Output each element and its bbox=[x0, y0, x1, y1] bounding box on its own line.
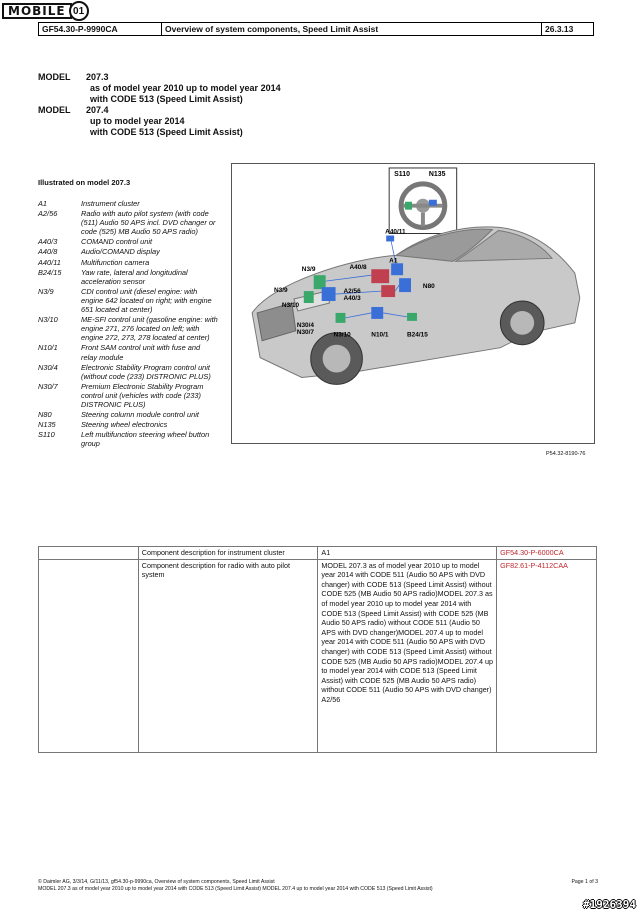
model-line: with CODE 513 (Speed Limit Assist) bbox=[90, 127, 243, 137]
callout: B24/15 bbox=[407, 331, 428, 339]
document-header bbox=[38, 22, 594, 36]
legend-desc: Instrument cluster bbox=[81, 199, 140, 208]
site-logo bbox=[2, 2, 89, 20]
callout: N3/9 bbox=[301, 266, 316, 274]
n3-9-module-center bbox=[304, 291, 314, 303]
table-cell bbox=[39, 559, 139, 752]
reference-table bbox=[38, 546, 597, 753]
legend-code: N3/9 bbox=[38, 286, 54, 296]
table-row bbox=[39, 559, 597, 752]
callout: N3/10 bbox=[333, 331, 351, 339]
legend-item bbox=[38, 410, 218, 419]
n80-module bbox=[399, 278, 411, 292]
n135-module bbox=[429, 200, 437, 206]
legend-code: N135 bbox=[38, 420, 56, 430]
n3-9-module-right bbox=[314, 275, 326, 289]
legend-code: A40/8 bbox=[38, 247, 58, 257]
model-label: MODEL bbox=[38, 105, 71, 115]
table-cell bbox=[318, 559, 497, 752]
callout: N80 bbox=[422, 283, 435, 291]
doc-number: GF54.30-P-9990CA bbox=[39, 23, 162, 35]
logo-circle-icon: 01 bbox=[69, 1, 89, 21]
callout: A1 bbox=[389, 257, 398, 265]
legend-desc: COMAND control unit bbox=[81, 237, 153, 247]
doc-title: Overview of system components, Speed Limit Assist bbox=[162, 23, 542, 35]
model-line: with CODE 513 (Speed Limit Assist) bbox=[90, 94, 243, 104]
legend-code: A1 bbox=[38, 199, 48, 208]
legend-desc: ME-SFI control unit (gasoline engine: with engine 271, 276 located on left; with engine 272, 273, 278 located at center) bbox=[81, 315, 218, 343]
legend-desc: Left multifunction steering wheel button group bbox=[81, 430, 210, 449]
model-label: MODEL bbox=[38, 72, 71, 82]
car-illustration bbox=[232, 164, 594, 443]
callout: N3/10 bbox=[281, 301, 300, 309]
callout: N135 bbox=[428, 170, 446, 178]
table-cell bbox=[39, 547, 139, 560]
legend-code: N30/4 bbox=[38, 362, 58, 372]
legend-code: N80 bbox=[38, 410, 52, 420]
legend-code: A40/3 bbox=[38, 237, 58, 247]
legend-item bbox=[38, 382, 218, 409]
legend-item bbox=[38, 315, 218, 342]
figure-reference: P54.32-8190-76 bbox=[546, 451, 586, 457]
model-line: up to model year 2014 bbox=[90, 116, 185, 126]
model-line: as of model year 2010 up to model year 2014 bbox=[90, 83, 281, 93]
s110-button-group bbox=[405, 202, 412, 210]
legend-desc: Radio with auto pilot system (with code (511) Audio 50 APS incl. DVD changer or code (525) MB Audio 50 APS radio) bbox=[81, 209, 216, 237]
a40-8-display bbox=[371, 269, 389, 283]
legend-code: A2/56 bbox=[38, 209, 58, 219]
callout: N30/4 bbox=[296, 321, 315, 329]
callout: A40/11 bbox=[385, 228, 406, 236]
legend-code: N3/10 bbox=[38, 315, 58, 325]
callout: S110 bbox=[394, 170, 410, 178]
page-number: Page 1 of 3 bbox=[571, 879, 598, 885]
table-cell: Component description for instrument cluster bbox=[138, 547, 318, 560]
legend-item bbox=[38, 237, 218, 246]
b24-15-sensor bbox=[407, 313, 417, 321]
a40-11-camera bbox=[386, 235, 394, 241]
vehicle-component-figure bbox=[231, 163, 595, 444]
watermark: #1926394 bbox=[583, 898, 636, 911]
reference-link[interactable]: GF82.61-P-4112CAA bbox=[497, 559, 597, 752]
table-cell: A1 bbox=[318, 547, 497, 560]
callout: A2/56 bbox=[343, 288, 361, 296]
callout: A40/3 bbox=[343, 295, 361, 303]
a2-56-radio bbox=[381, 285, 395, 297]
rear-wheel-rim bbox=[510, 311, 534, 335]
page-footer bbox=[38, 879, 598, 893]
legend-desc: Yaw rate, lateral and longitudinal acceleration sensor bbox=[81, 267, 188, 286]
model-number: 207.3 bbox=[86, 72, 109, 82]
legend-item bbox=[38, 420, 218, 429]
legend-desc: CDI control unit (diesel engine: with engine 642 located on right; with engine 651 located at center) bbox=[81, 286, 212, 315]
logo-text: MOBILE bbox=[2, 3, 72, 19]
legend-desc: Electronic Stability Program control unit (without code (233) DISTRONIC PLUS) bbox=[81, 362, 211, 381]
legend-desc: Front SAM control unit with fuse and relay module bbox=[81, 343, 201, 362]
component-code: A2/56 bbox=[321, 694, 341, 704]
table-row bbox=[39, 547, 597, 560]
model-applicability bbox=[38, 72, 281, 138]
legend-desc: Steering wheel electronics bbox=[81, 420, 168, 430]
footer-line: © Daimler AG, 3/3/14, G/11/13, gf54.30-p-9990ca, Overview of system components, Speed Limit Assist bbox=[38, 879, 275, 885]
legend-code: N10/1 bbox=[38, 343, 58, 353]
component-legend bbox=[38, 199, 218, 449]
table-cell: Component description for radio with auto pilot system bbox=[138, 559, 318, 752]
legend-code: A40/11 bbox=[38, 257, 61, 267]
legend-item bbox=[38, 363, 218, 381]
callout: A40/8 bbox=[349, 264, 367, 272]
callout: N30/7 bbox=[296, 328, 315, 336]
reference-link[interactable]: GF54.30-P-6000CA bbox=[497, 547, 597, 560]
callout: N3/9 bbox=[273, 287, 288, 295]
n10-1-module bbox=[371, 307, 383, 319]
legend-item bbox=[38, 209, 218, 236]
legend-code: S110 bbox=[38, 430, 55, 440]
legend-code: N30/7 bbox=[38, 381, 58, 391]
legend-item bbox=[38, 268, 218, 286]
legend-item bbox=[38, 343, 218, 361]
footer-line: MODEL 207.3 as of model year 2010 up to model year 2014 with CODE 513 (Speed Limit Assist) MODEL 207.4 up to model year 2014 with CODE 513 (Speed Limit Assist) bbox=[38, 886, 433, 892]
doc-date: 26.3.13 bbox=[545, 24, 574, 34]
legend-desc: Multifunction camera bbox=[81, 257, 150, 267]
legend-item bbox=[38, 430, 218, 448]
legend-desc: Premium Electronic Stability Program control unit (vehicles with code (233) DISTRONIC PLUS) bbox=[81, 381, 204, 409]
legend-code: B24/15 bbox=[38, 267, 62, 277]
model-conditions: MODEL 207.3 as of model year 2010 up to model year 2014 with CODE 511 (Audio 50 APS with DVD changer) with CODE 513 (Speed Limit Assist) without CODE 525 (MB Audio 50 APS radio)MODEL 207.3 as of model year 2010 up to model year 2014 with CODE 513 (Speed Limit Assist) with CODE 525 (MB Audio 50 APS radio) without CODE 511 (Audio 50 APS with DVD changer)MODEL 207.4 up to model year 2014 with CODE 511 (Audio 50 APS with DVD changer) with CODE 513 (Speed Limit Assist) without CODE 525 (MB Audio 50 APS radio)MODEL 207.4 up to model year 2014 with CODE 513 (Speed Limit Assist) with CODE 525 (MB Audio 50 APS radio) without CODE 511 (Audio 50 APS with DVD changer) bbox=[321, 560, 493, 695]
illustrated-on: Illustrated on model 207.3 bbox=[38, 178, 131, 187]
model-number: 207.4 bbox=[86, 105, 109, 115]
legend-item bbox=[38, 287, 218, 314]
legend-item bbox=[38, 199, 218, 208]
front-wheel-rim bbox=[323, 345, 351, 373]
callout: N10/1 bbox=[371, 331, 389, 339]
n30-4-module bbox=[336, 313, 346, 323]
legend-desc: Steering column module control unit bbox=[81, 410, 199, 420]
legend-desc: Audio/COMAND display bbox=[81, 247, 160, 257]
legend-item bbox=[38, 247, 218, 256]
legend-item bbox=[38, 258, 218, 267]
n3-10-module bbox=[322, 287, 336, 301]
